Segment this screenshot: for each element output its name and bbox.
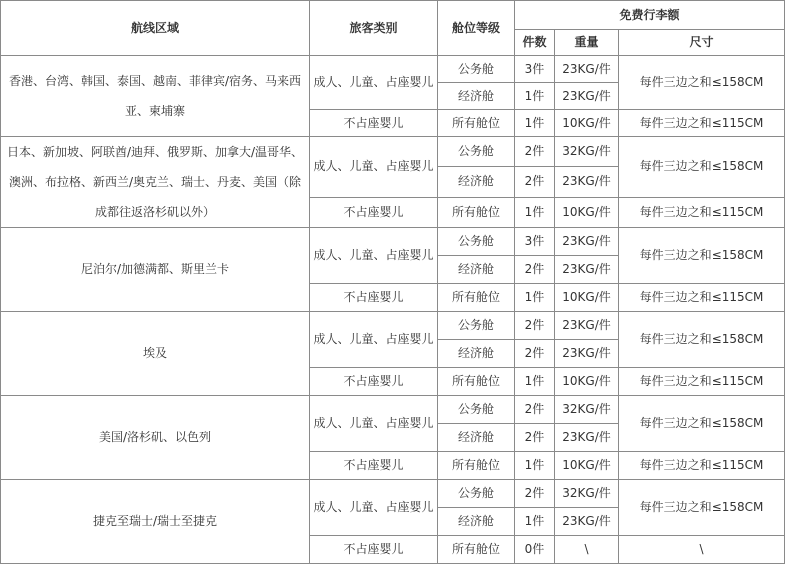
- cabin-cell: 所有舱位: [438, 197, 515, 227]
- pieces-cell: 1件: [515, 508, 555, 536]
- weight-cell: 23KG/件: [555, 167, 619, 197]
- pieces-cell: 1件: [515, 368, 555, 396]
- weight-cell: 32KG/件: [555, 480, 619, 508]
- pieces-cell: 1件: [515, 284, 555, 312]
- weight-cell: 10KG/件: [555, 368, 619, 396]
- passenger-cell: 不占座婴儿: [310, 110, 438, 137]
- table-row: [1, 137, 785, 167]
- table-row: [1, 480, 785, 508]
- cabin-cell: 公务舱: [438, 480, 515, 508]
- region-cell: 美国/洛杉矶、以色列: [1, 396, 310, 480]
- passenger-cell: 成人、儿童、占座婴儿: [310, 312, 438, 368]
- cabin-cell: 所有舱位: [438, 110, 515, 137]
- passenger-cell: 不占座婴儿: [310, 452, 438, 480]
- pieces-cell: 2件: [515, 312, 555, 340]
- weight-cell: 10KG/件: [555, 284, 619, 312]
- cabin-cell: 经济舱: [438, 508, 515, 536]
- weight-cell: 23KG/件: [555, 256, 619, 284]
- pieces-cell: 1件: [515, 197, 555, 227]
- size-cell: 每件三边之和≤115CM: [619, 452, 785, 480]
- passenger-cell: 成人、儿童、占座婴儿: [310, 137, 438, 198]
- region-cell: 尼泊尔/加德满都、斯里兰卡: [1, 228, 310, 312]
- region-cell: 埃及: [1, 312, 310, 396]
- weight-cell: 23KG/件: [555, 424, 619, 452]
- size-cell: 每件三边之和≤158CM: [619, 396, 785, 452]
- cabin-cell: 经济舱: [438, 167, 515, 197]
- cabin-cell: 经济舱: [438, 83, 515, 110]
- weight-cell: 10KG/件: [555, 197, 619, 227]
- size-cell: 每件三边之和≤158CM: [619, 312, 785, 368]
- size-cell: 每件三边之和≤115CM: [619, 197, 785, 227]
- passenger-cell: 成人、儿童、占座婴儿: [310, 396, 438, 452]
- weight-cell: 10KG/件: [555, 110, 619, 137]
- header-free-allowance: 免费行李额: [515, 1, 785, 30]
- pieces-cell: 2件: [515, 480, 555, 508]
- size-cell: 每件三边之和≤158CM: [619, 137, 785, 198]
- passenger-cell: 不占座婴儿: [310, 536, 438, 564]
- cabin-cell: 所有舱位: [438, 368, 515, 396]
- size-cell: \: [619, 536, 785, 564]
- cabin-cell: 公务舱: [438, 312, 515, 340]
- passenger-cell: 不占座婴儿: [310, 368, 438, 396]
- header-pieces: 件数: [515, 30, 555, 56]
- passenger-cell: 不占座婴儿: [310, 284, 438, 312]
- cabin-cell: 公务舱: [438, 396, 515, 424]
- pieces-cell: 2件: [515, 424, 555, 452]
- pieces-cell: 2件: [515, 340, 555, 368]
- weight-cell: 32KG/件: [555, 137, 619, 167]
- cabin-cell: 所有舱位: [438, 284, 515, 312]
- weight-cell: 23KG/件: [555, 56, 619, 83]
- header-size: 尺寸: [619, 30, 785, 56]
- header-weight: 重量: [555, 30, 619, 56]
- weight-cell: 23KG/件: [555, 228, 619, 256]
- pieces-cell: 2件: [515, 167, 555, 197]
- cabin-cell: 公务舱: [438, 228, 515, 256]
- table-row: [1, 312, 785, 340]
- weight-cell: 10KG/件: [555, 452, 619, 480]
- pieces-cell: 0件: [515, 536, 555, 564]
- pieces-cell: 2件: [515, 396, 555, 424]
- weight-cell: 23KG/件: [555, 508, 619, 536]
- cabin-cell: 经济舱: [438, 256, 515, 284]
- pieces-cell: 1件: [515, 452, 555, 480]
- size-cell: 每件三边之和≤158CM: [619, 480, 785, 536]
- passenger-cell: 成人、儿童、占座婴儿: [310, 228, 438, 284]
- passenger-cell: 成人、儿童、占座婴儿: [310, 480, 438, 536]
- cabin-cell: 经济舱: [438, 424, 515, 452]
- pieces-cell: 1件: [515, 110, 555, 137]
- pieces-cell: 2件: [515, 137, 555, 167]
- header-cabin-class: 舱位等级: [438, 1, 515, 56]
- cabin-cell: 公务舱: [438, 137, 515, 167]
- size-cell: 每件三边之和≤158CM: [619, 228, 785, 284]
- weight-cell: \: [555, 536, 619, 564]
- table-row: [1, 228, 785, 256]
- size-cell: 每件三边之和≤158CM: [619, 56, 785, 110]
- passenger-cell: 成人、儿童、占座婴儿: [310, 56, 438, 110]
- weight-cell: 23KG/件: [555, 83, 619, 110]
- weight-cell: 32KG/件: [555, 396, 619, 424]
- size-cell: 每件三边之和≤115CM: [619, 110, 785, 137]
- passenger-cell: 不占座婴儿: [310, 197, 438, 227]
- header-passenger-type: 旅客类别: [310, 1, 438, 56]
- cabin-cell: 所有舱位: [438, 452, 515, 480]
- weight-cell: 23KG/件: [555, 340, 619, 368]
- pieces-cell: 1件: [515, 83, 555, 110]
- table-row: [1, 396, 785, 424]
- cabin-cell: 所有舱位: [438, 536, 515, 564]
- cabin-cell: 公务舱: [438, 56, 515, 83]
- region-cell: 捷克至瑞士/瑞士至捷克: [1, 480, 310, 564]
- region-cell: 香港、台湾、韩国、泰国、越南、菲律宾/宿务、马来西亚、柬埔寨: [1, 56, 310, 137]
- size-cell: 每件三边之和≤115CM: [619, 368, 785, 396]
- table-row: [1, 56, 785, 83]
- size-cell: 每件三边之和≤115CM: [619, 284, 785, 312]
- pieces-cell: 2件: [515, 256, 555, 284]
- pieces-cell: 3件: [515, 228, 555, 256]
- cabin-cell: 经济舱: [438, 340, 515, 368]
- region-cell: 日本、新加坡、阿联酋/迪拜、俄罗斯、加拿大/温哥华、澳洲、布拉格、新西兰/奥克兰、瑞士、丹麦、美国（除成都往返洛杉矶以外）: [1, 137, 310, 228]
- pieces-cell: 3件: [515, 56, 555, 83]
- weight-cell: 23KG/件: [555, 312, 619, 340]
- header-region: 航线区域: [1, 1, 310, 56]
